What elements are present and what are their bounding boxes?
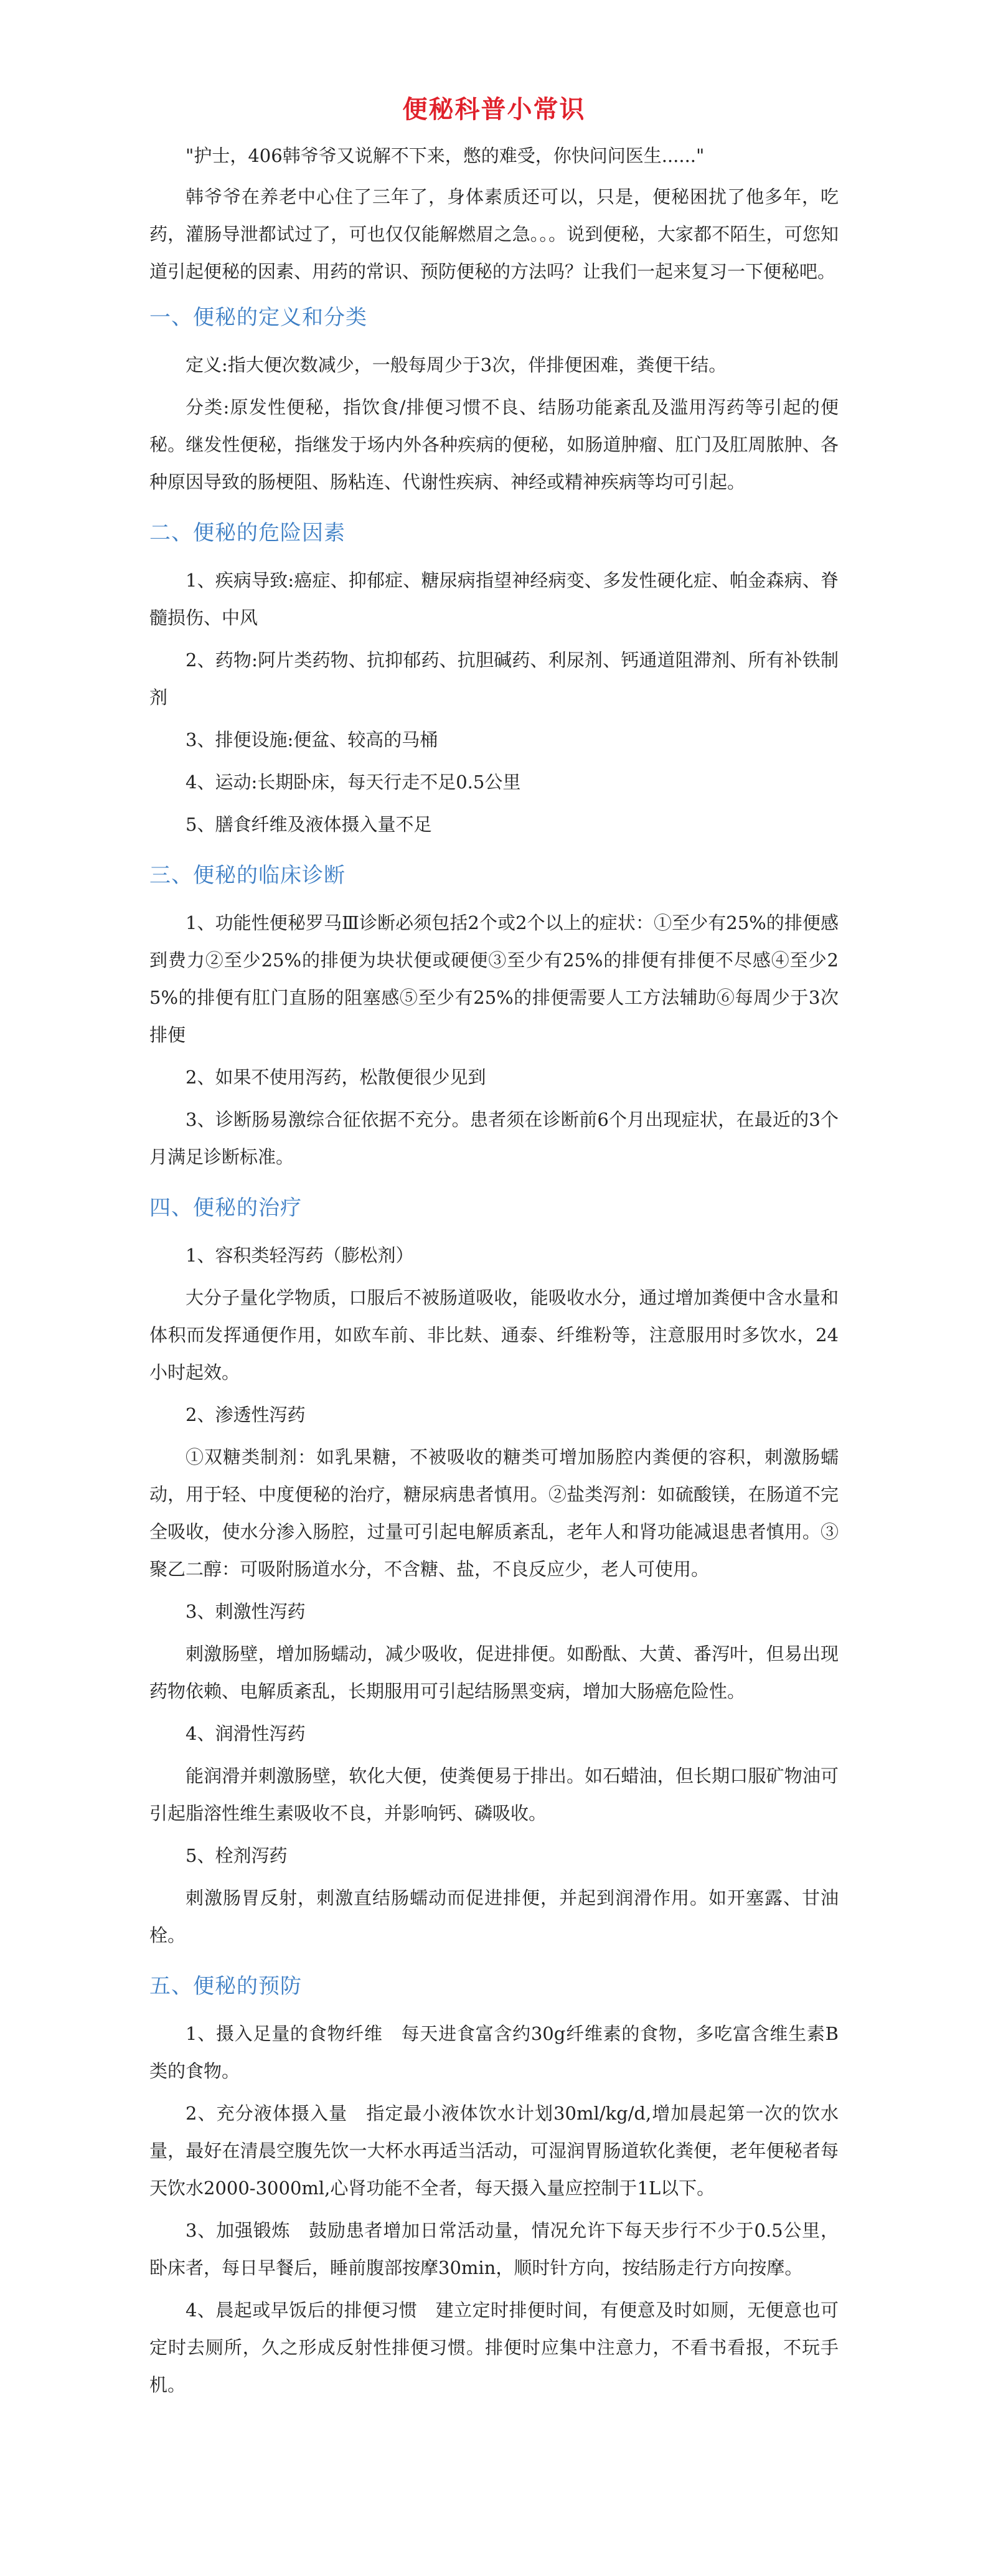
section-paragraph: 大分子量化学物质，口服后不被肠道吸收，能吸收水分，通过增加粪便中含水量和体积而发挥通便作用，如欧车前、非比麸、通泰、纤维粉等，注意服用时多饮水，24小时起效。 [149,1287,839,1383]
section-paragraph: 4、润滑性泻药 [186,1723,306,1744]
intro-paragraph: 韩爷爷在养老中心住了三年了，身体素质还可以，只是，便秘困扰了他多年，吃药，灌肠导泄都试过了，可也仅仅能解燃眉之急。。。说到便秘，大家都不陌生，可您知道引起便秘的因素、用药的常识、预防便秘的方法吗？让我们一起来复习一下便秘吧。 [149,186,839,282]
section-paragraph: 能润滑并刺激肠壁，软化大便，使粪便易于排出。如石蜡油，但长期口服矿物油可引起脂溶性维生素吸收不良，并影响钙、磷吸收。 [149,1765,839,1824]
section-paragraph: 3、刺激性泻药 [186,1601,306,1622]
section-paragraph: 分类:原发性便秘，指饮食/排便习惯不良、结肠功能紊乱及滥用泻药等引起的便秘。继发性便秘，指继发于场内外各种疾病的便秘，如肠道肿瘤、肛门及肛周脓肿、各种原因导致的肠梗阻、肠粘连、代谢性疾病、神经或精神疾病等均可引起。 [149,397,839,493]
section-paragraph: 4、晨起或早饭后的排便习惯 建立定时排便时间，有便意及时如厕，无便意也可定时去厕所，久之形成反射性排便习惯。排便时应集中注意力，不看书看报，不玩手机。 [149,2300,839,2395]
section-paragraph: ①双糖类制剂：如乳果糖，不被吸收的糖类可增加肠腔内粪便的容积，刺激肠蠕动，用于轻、中度便秘的治疗，糖尿病患者慎用。②盐类泻剂：如硫酸镁，在肠道不完全吸收，使水分渗入肠腔，过量可引起电解质紊乱，老年人和肾功能减退患者慎用。③聚乙二醇：可吸附肠道水分，不含糖、盐，不良反应少，老人可使用。 [149,1446,839,1580]
section-heading-risk-factors: 二、便秘的危险因素 [149,521,346,545]
section-paragraph: 刺激肠胃反射，刺激直结肠蠕动而促进排便，并起到润滑作用。如开塞露、甘油栓。 [149,1887,839,1946]
section-heading-definition: 一、便秘的定义和分类 [149,305,367,330]
section-paragraph: 3、诊断肠易激综合征依据不充分。患者须在诊断前6个月出现症状，在最近的3个月满足诊断标准。 [149,1109,839,1168]
section-paragraph: 定义:指大便次数减少，一般每周少于3次，伴排便困难，粪便干结。 [186,354,727,375]
section-heading-prevention: 五、便秘的预防 [149,1974,302,1999]
section-paragraph: 1、疾病导致:癌症、抑郁症、糖尿病指望神经病变、多发性硬化症、帕金森病、脊髓损伤、中风 [149,570,839,628]
section-paragraph: 3、排便设施:便盆、较高的马桶 [186,729,438,750]
section-paragraph: 5、膳食纤维及液体摄入量不足 [186,814,432,835]
section-paragraph: 1、摄入足量的食物纤维 每天进食富含约30g纤维素的食物，多吃富含维生素B类的食物。 [149,2023,839,2082]
section-paragraph: 1、功能性便秘罗马Ⅲ诊断必须包括2个或2个以上的症状：①至少有25%的排便感到费力②至少25%的排便为块状便或硬便③至少有25%的排便有排便不尽感④至少25%的排便有肛门直肠的阻塞感⑤至少有25%的排便需要人工方法辅助⑥每周少于3次排便 [149,912,839,1045]
section-heading-diagnosis: 三、便秘的临床诊断 [149,863,346,888]
section-paragraph: 刺激肠壁，增加肠蠕动，减少吸收，促进排便。如酚酞、大黄、番泻叶，但易出现药物依赖、电解质紊乱，长期服用可引起结肠黑变病，增加大肠癌危险性。 [149,1643,839,1702]
section-paragraph: 2、渗透性泻药 [186,1404,306,1425]
section-paragraph: 2、药物:阿片类药物、抗抑郁药、抗胆碱药、利尿剂、钙通道阻滞剂、所有补铁制剂 [149,649,839,708]
intro-quote: "护士，406韩爷爷又说解不下来，憋的难受，你快问问医生......" [186,145,705,166]
section-paragraph: 5、栓剂泻药 [186,1845,288,1866]
document-title: 便秘科普小常识 [402,95,586,124]
section-paragraph: 2、如果不使用泻药，松散便很少见到 [186,1067,486,1088]
section-paragraph: 1、容积类轻泻药（膨松剂） [186,1245,414,1266]
section-heading-treatment: 四、便秘的治疗 [149,1196,302,1220]
section-paragraph: 2、充分液体摄入量 指定最小液体饮水计划30ml/kg/d,增加晨起第一次的饮水量，最好在清晨空腹先饮一大杯水再适当活动，可湿润胃肠道软化粪便，老年便秘者每天饮水2000-3000ml,心肾功能不全者，每天摄入量应控制于1L以下。 [149,2103,839,2199]
section-paragraph: 4、运动:长期卧床，每天行走不足0.5公里 [186,771,521,793]
section-paragraph: 3、加强锻炼 鼓励患者增加日常活动量，情况允许下每天步行不少于0.5公里，卧床者，每日早餐后，睡前腹部按摩30min，顺时针方向，按结肠走行方向按摩。 [149,2220,839,2278]
